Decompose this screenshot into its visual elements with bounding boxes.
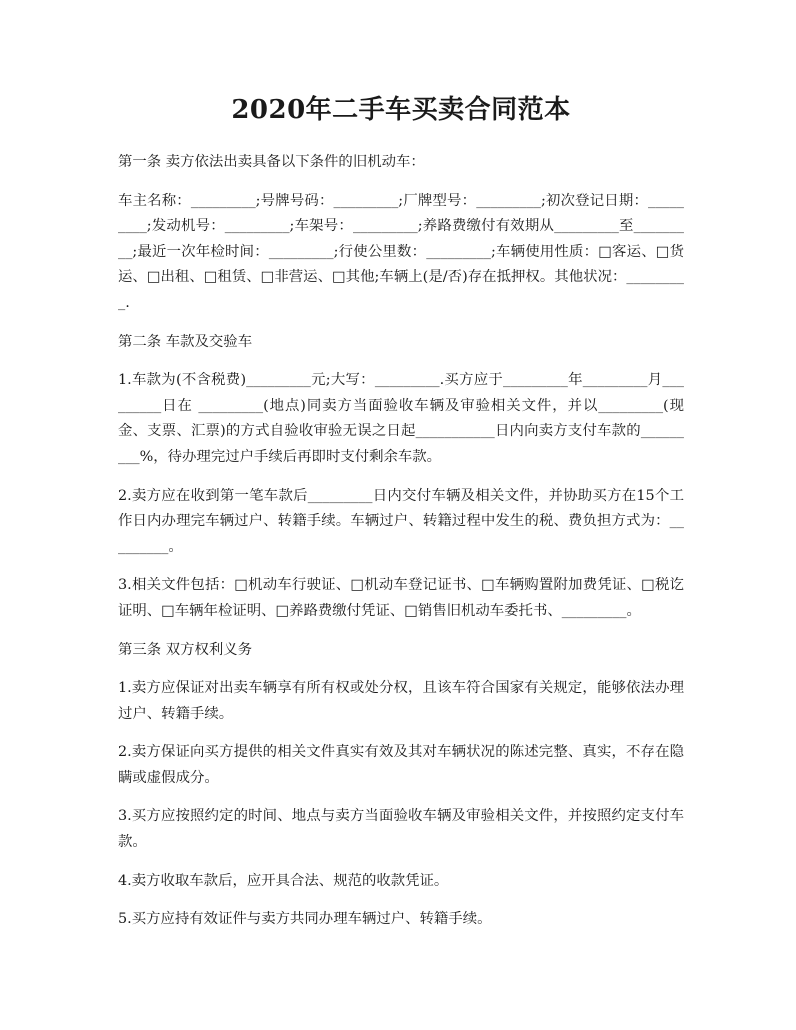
article-1-body: 车主名称：_________;号牌号码：_________;厂牌型号：_________;初次登记日期：_________;发动机号：_________;车架号：_________;养路费缴付有效期从_________至_________;最近一次年检时间：_________;行使公里数：_________;车辆使用性质：□客运、□货运、□出租、□租赁、□非营运、□其他;车辆上(是/否)存在抵押权。其他状况：_________. [118,192,684,311]
article-2-item-3: 3.相关文件包括：□机动车行驶证、□机动车登记证书、□车辆购置附加费凭证、□税讫证明、□车辆年检证明、□养路费缴付凭证、□销售旧机动车委托书、_________。 [118,577,684,619]
article-1-heading: 第一条 卖方依法出卖具备以下条件的旧机动车： [118,154,425,170]
article-2-item-1: 1.车款为(不含税费)_________元;大写：_________.买方应于_________年_________月_________日在 _________(地点)同卖方当面验收车辆及审验相关文件，并以_________(现金、支票、汇票)的方式自验收审验无误之日起___________日内向卖方支付车款的_________%，待办理完过户手续后再即时支付剩余车款。 [118,372,685,465]
article-3-item-3: 3.买方应按照约定的时间、地点与卖方当面验收车辆及审验相关文件，并按照约定支付车款。 [118,808,684,851]
article-3-item-5: 5.买方应持有效证件与卖方共同办理车辆过户、转籍手续。 [118,911,492,928]
article-3-item-2: 2.卖方保证向买方提供的相关文件真实有效及其对车辆状况的陈述完整、真实，不存在隐瞒或虚假成分。 [118,744,684,786]
contract-page [118,92,684,946]
article-3-item-1: 1.卖方应保证对出卖车辆享有所有权或处分权，且该车符合国家有关规定，能够依法办理过户、转籍手续。 [118,680,684,722]
article-3-item-4: 4.卖方收取车款后，应开具合法、规范的收款凭证。 [118,872,449,889]
document-title: 2020年二手车买卖合同范本 [231,95,571,125]
article-2-heading: 第二条 车款及交验车 [118,333,253,350]
article-2-item-2: 2.卖方应在收到第一笔车款后_________日内交付车辆及相关文件，并协助买方在15个工作日内办理完车辆过户、转籍手续。车辆过户、转籍过程中发生的税、费负担方式为：_________。 [118,487,684,555]
article-3-heading: 第三条 双方权利义务 [118,641,253,658]
